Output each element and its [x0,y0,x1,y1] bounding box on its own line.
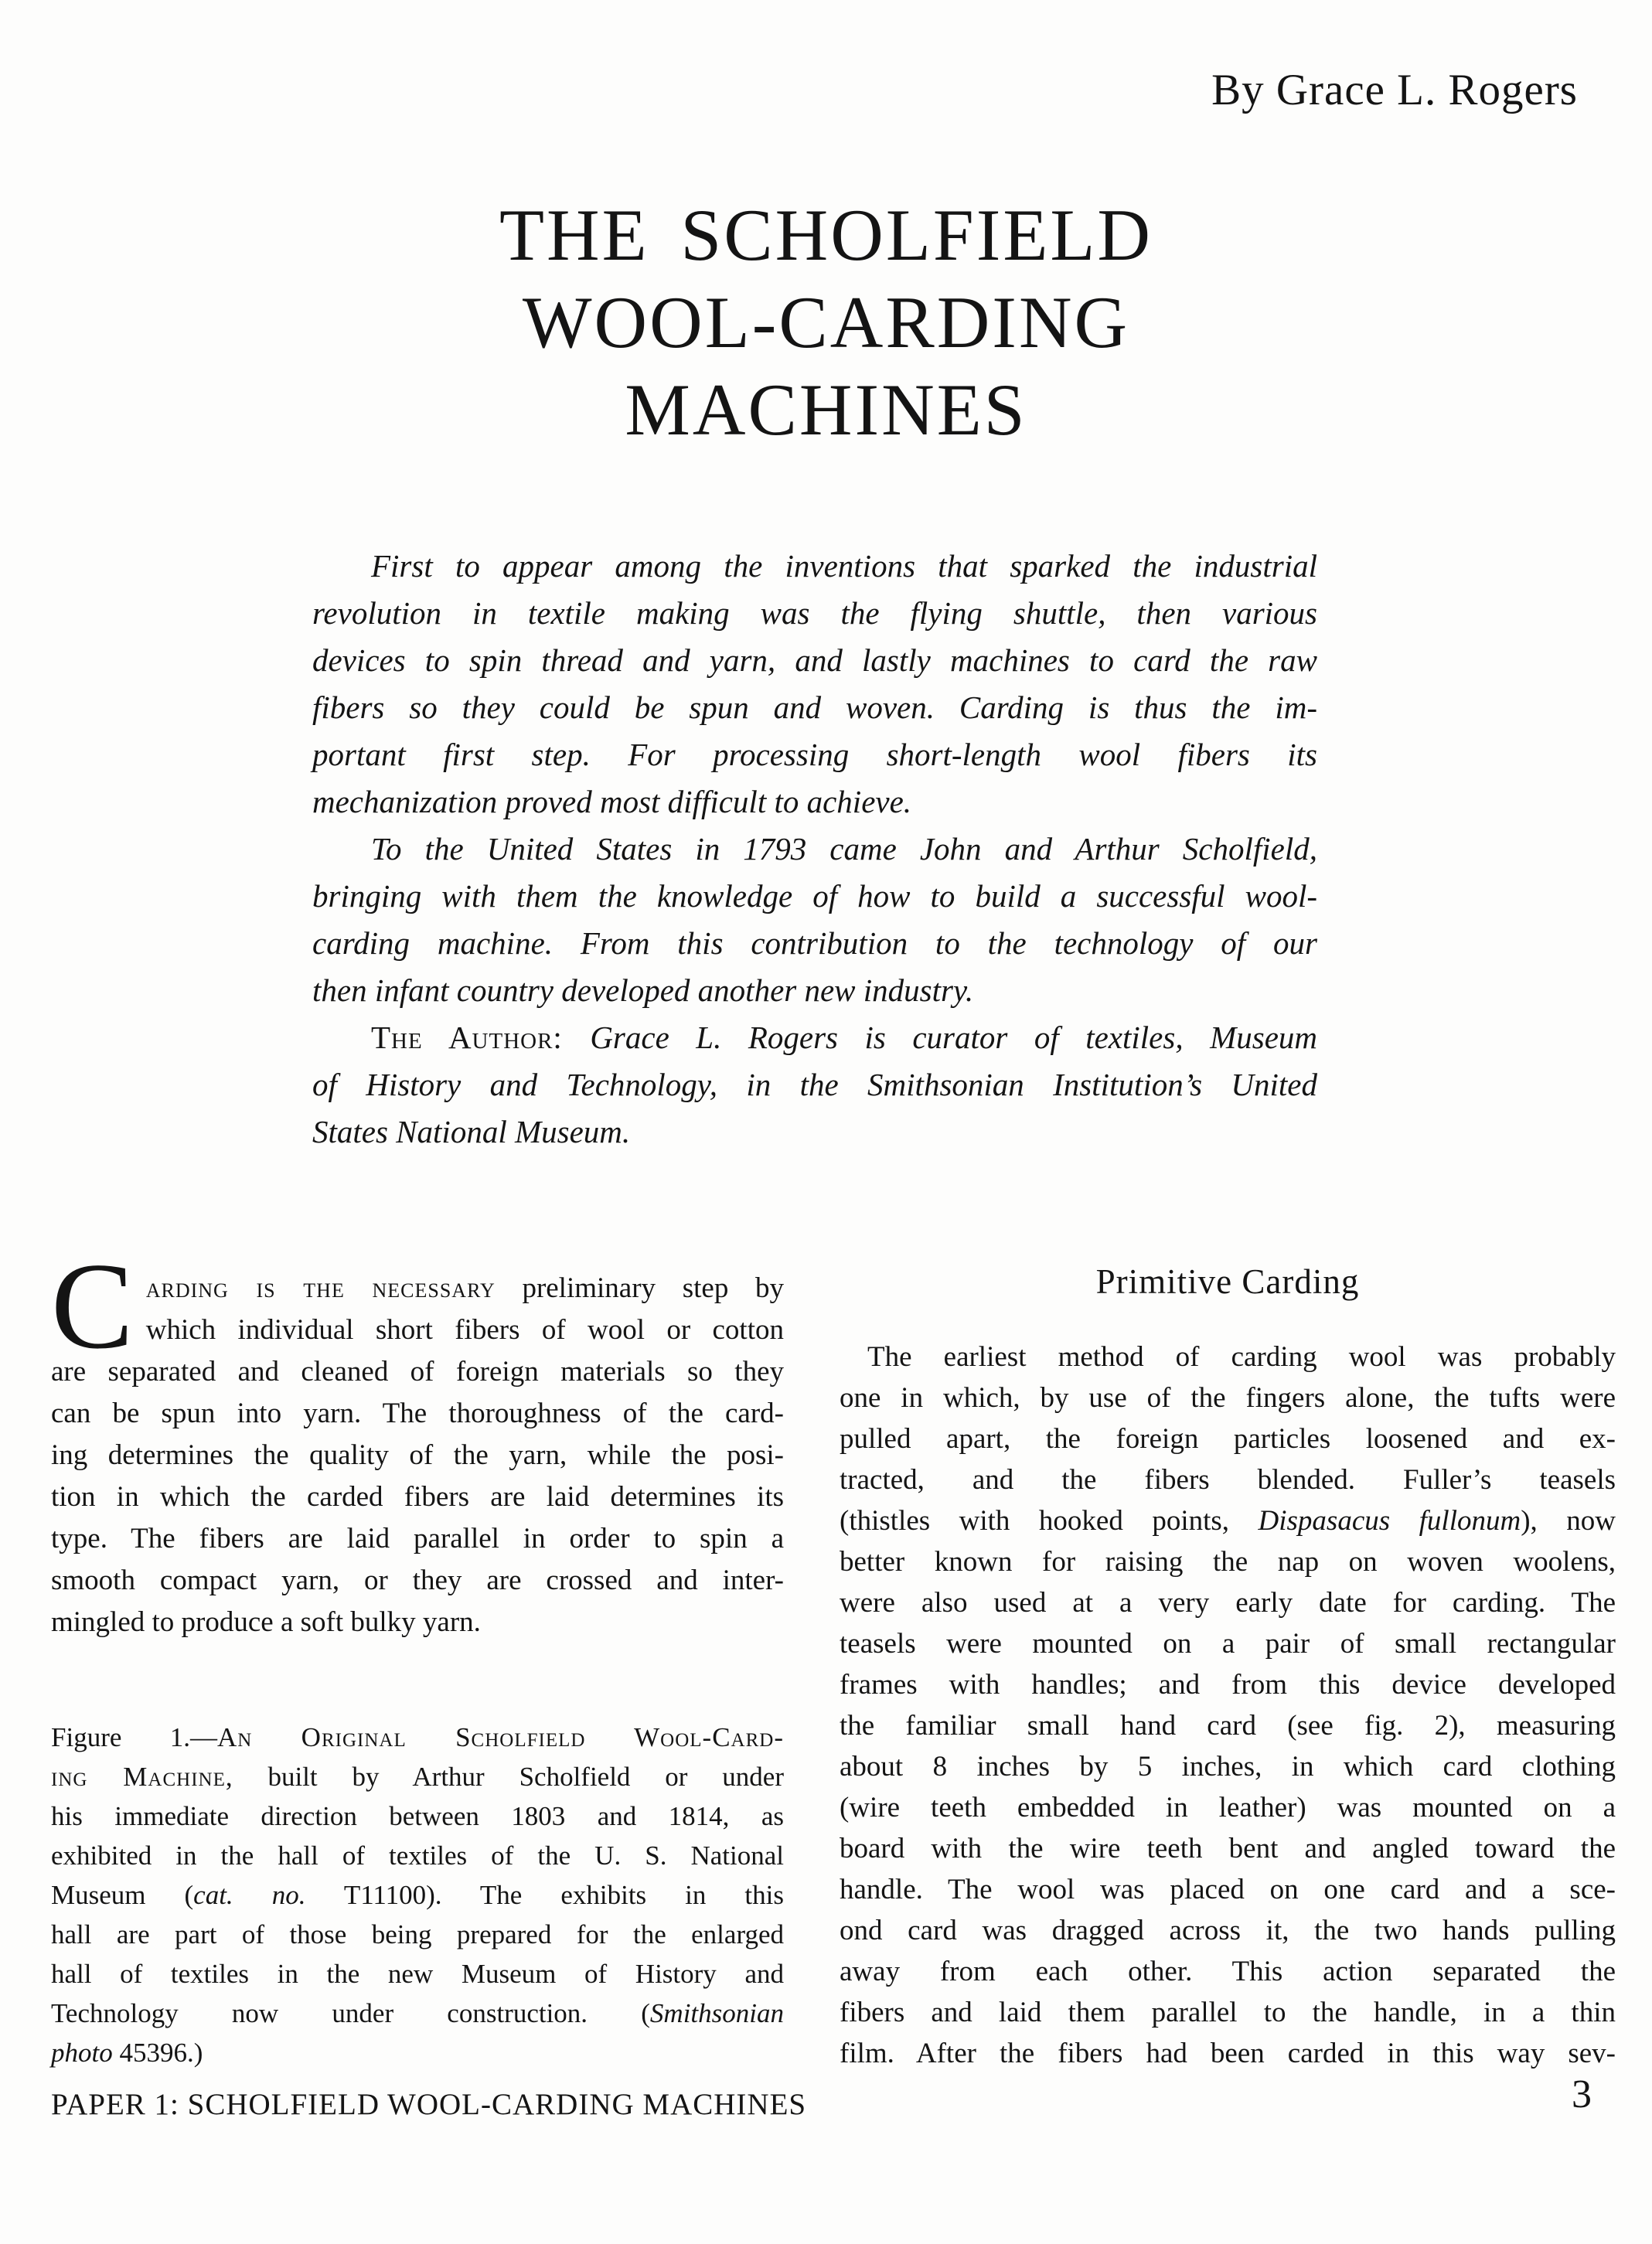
abstract-paragraph-2: To the United States in 1793 came John and Arthur Scholfield, bringing with them the knowledge of how to build a successful wool- carding machine. From this contribution to the technology of our then infant country developed another new industry. [312,831,1317,1008]
body-paragraph [51,1237,784,1643]
left-column [51,1237,784,2072]
paragraph-lines: arding is the necessary preliminary step by which individual short fibers of wool or cotton are separated and cleaned of foreign materials so they can be spun into yarn. The thoroughness of the card- ing determines the quality of the yarn, while the posi- tion in which the carded fibers are laid determines its type. The fibers are laid parallel in order to spin a smooth compact yarn, or they are crossed and inter- mingled to produce a soft bulky yarn. [51,1272,784,1638]
abstract-paragraph-1: First to appear among the inventions that sparked the industrial revolution in textile making was the flying shuttle, then various devices to spin thread and yarn, and lastly machines to card the raw fibers so they could be spun and woven. Carding is thus the im- portant first step. For processing short-length wool fibers its mechanization proved most difficult to achieve. [312,548,1317,819]
byline: By Grace L. Rogers [1211,66,1578,114]
body-paragraph: The earliest method of carding wool was probably one in which, by use of the fingers alone, the tufts were pulled apart, the foreign particles loosened and ex- tracted, and the fibers blended. Fuller’s teasels (thistles with hooked points, Dispasacus fullonum), now better known for raising the nap on woven woolens, were also used at a very early date for carding. The teasels were mounted on a pair of small rectangular frames with handles; and from this device developed the familiar small hand card (see fig. 2), measuring about 8 inches by 5 inches, in which card clothing (wire teeth embedded in leather) was mounted on a board with the wire teeth bent and angled toward the handle. The wool was placed on one card and a sce- ond card was dragged across it, the two hands pulling away from each other. This action separated the fibers and laid them parallel to the handle, in a thin film. After the fibers had been carded in this way sev- [840,1341,1616,2069]
footer-running-title: PAPER 1: SCHOLFIELD WOOL-CARDING MACHINES [51,2088,807,2121]
title-line-3: MACHINES [625,369,1027,451]
figure-caption: Figure 1.—An Original Scholfield Wool-Card- ing Machine, built by Arthur Scholfield or under his immediate direction between 1803 and 1814, as exhibited in the hall of textiles of the U. S. National Museum (cat. no. T11100). The exhibits in this hall are part of those being prepared for the enlarged hall of textiles in the new Museum of History and Technology now under construction. (Smithsonian photo 45396.) [51,1722,784,2068]
article-title [0,192,1652,454]
abstract-paragraph-3: The Author: Grace L. Rogers is curator of textiles, Museum of History and Technology, in the Smithsonian Institution’s United States National Museum. [312,1020,1317,1149]
page-number: 3 [1572,2072,1592,2116]
abstract [312,543,1317,1156]
section-heading: Primitive Carding [1095,1262,1360,1301]
drop-cap: C [51,1237,134,1374]
right-column [840,1262,1616,2074]
title-line-2: WOOL-CARDING [522,281,1130,363]
title-line-1: THE SCHOLFIELD [499,194,1153,276]
